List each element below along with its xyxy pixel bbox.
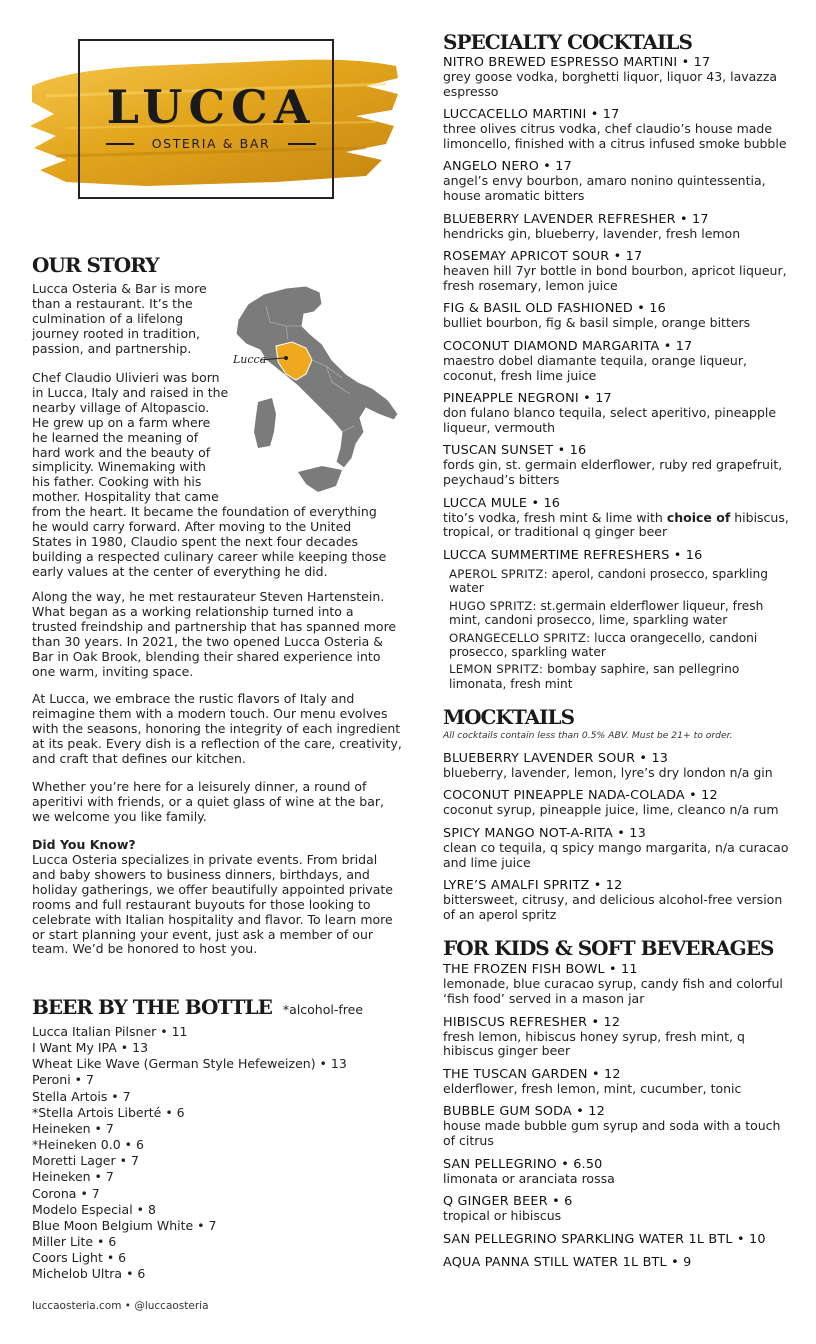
spritz-item — [449, 567, 793, 595]
beer-item: Michelob Ultra • 6 — [32, 1266, 146, 1282]
item-name: SAN PELLEGRINO SPARKLING WATER 1L BTL • 10 — [443, 1231, 766, 1247]
spritz-item — [449, 631, 793, 659]
menu-item — [443, 1104, 793, 1148]
summer-sub-list — [443, 567, 793, 691]
footer: luccaosteria.com • @luccaosteria — [32, 1300, 209, 1312]
story-p2-line: hard work and the beauty of — [32, 444, 211, 460]
item-description: grey goose vodka, borghetti liquor, liquor 43, lavazza espresso — [443, 69, 778, 99]
menu-item — [443, 1015, 793, 1059]
item-description: bittersweet, citrusy, and delicious alcohol-free version of an aperol spritz — [443, 892, 783, 922]
item-description: tropical or hibiscus — [443, 1208, 562, 1224]
mule-desc-bold: choice of — [666, 509, 731, 525]
kids-title: FOR KIDS & SOFT BEVERAGES — [443, 936, 774, 961]
item-name: LUCCACELLO MARTINI • 17 — [443, 107, 620, 123]
item-name: LYRE’S AMALFI SPRITZ • 12 — [443, 878, 623, 894]
item-description: angel’s envy bourbon, amaro nonino quintessentia, house aromatic bitters — [443, 173, 766, 203]
mule-desc-b: hibiscus, tropical, or traditional q ginger beer — [443, 509, 789, 540]
menu-item — [443, 1067, 793, 1097]
beer-item: Wheat Like Wave (German Style Hefeweizen) • 13 — [32, 1056, 347, 1072]
item-name: LUCCA MULE • 16 — [443, 495, 561, 511]
mule-desc-a: tito’s vodka, fresh mint & lime with — [443, 509, 667, 525]
item-name: ANGELO NERO • 17 — [443, 159, 572, 175]
cocktails-title: SPECIALTY COCKTAILS — [443, 30, 692, 54]
beer-header — [32, 995, 412, 1019]
spritz-description: bombay saphire, san pellegrino limonata, fresh mint — [449, 662, 740, 691]
story-p2-line: mother. Hospitality that came — [32, 489, 219, 505]
story-title: OUR STORY — [32, 253, 159, 277]
story-p2-line: nearby village of Altopascio. — [32, 399, 210, 415]
spritz-label: HUGO SPRITZ: — [449, 598, 537, 613]
spritz-label: LEMON SPRITZ: — [449, 662, 544, 677]
logo-subtitle-row — [106, 136, 316, 152]
mocktails-note: All cocktails contain less than 0.5% ABV. Must be 21+ to order. — [443, 729, 733, 741]
menu-item — [443, 878, 793, 922]
item-name: Q GINGER BEER • 6 — [443, 1194, 573, 1210]
lucca-dot — [284, 356, 288, 360]
logo-name: LUCCA — [106, 80, 316, 134]
item-name: TUSCAN SUNSET • 16 — [443, 443, 587, 459]
beer-list — [32, 1024, 402, 1283]
story-p2-line: early values at the center of everything he did. — [32, 563, 328, 579]
spritz-item — [449, 599, 793, 627]
item-description: hendricks gin, blueberry, lavender, fresh lemon — [443, 225, 741, 241]
menu-item — [443, 249, 793, 293]
menu-item — [443, 391, 793, 435]
item-description: heaven hill 7yr bottle in bond bourbon, apricot liqueur, fresh rosemary, lemon juice — [443, 263, 787, 293]
story-p2-line: He grew up on a farm where — [32, 414, 211, 430]
story-p2-line: he learned the meaning of — [32, 429, 199, 445]
item-name: COCONUT DIAMOND MARGARITA • 17 — [443, 338, 693, 354]
logo-rule-left — [106, 143, 134, 145]
item-description: elderflower, fresh lemon, mint, cucumber, tonic — [443, 1080, 742, 1096]
item-name: ROSEMAY APRICOT SOUR • 17 — [443, 249, 643, 265]
menu-item — [443, 788, 793, 818]
beer-item: Blue Moon Belgium White • 7 — [32, 1217, 217, 1233]
right-column — [443, 30, 793, 1278]
beer-item: I Want My IPA • 13 — [32, 1040, 149, 1056]
spritz-description: aperol, candoni prosecco, sparkling water — [449, 566, 769, 595]
kids-list — [443, 962, 793, 1269]
menu-item-summertime — [443, 548, 793, 691]
item-description: maestro dobel diamante tequila, orange liqueur, coconut, fresh lime juice — [443, 352, 747, 383]
story-paragraph-2 — [32, 371, 402, 580]
item-description: clean co tequila, q spicy mango margarita, n/a curacao and lime juice — [443, 840, 789, 870]
story-p2-line: building a respected culinary career while keeping those — [32, 548, 387, 564]
item-name: SPICY MANGO NOT-A-RITA • 13 — [443, 826, 646, 841]
story-paragraph-1: Lucca Osteria & Bar is more than a restaurant. It’s the culmination of a lifelong journey rooted in tradition, passion, and partnership. — [32, 281, 207, 356]
story-paragraph-5: Whether you’re here for a leisurely dinner, a round of aperitivi with friends, or a quiet glass of wine at the bar, we welcome you like family. — [32, 779, 385, 824]
menu-item — [443, 107, 793, 151]
item-description: house made bubble gum syrup and soda with a touch of citrus — [443, 1118, 781, 1148]
cocktail-list — [443, 55, 793, 488]
item-description: three olives citrus vodka, chef claudio’s house made limoncello, finished with a citrus infused smoke bubble — [443, 121, 787, 151]
mocktail-list — [443, 751, 793, 923]
item-description: lemonade, blue curacao syrup, candy fish and colorful ‘fish food’ served in a mason jar — [443, 976, 783, 1006]
menu-item — [443, 826, 793, 870]
beer-item: Coors Light • 6 — [32, 1250, 127, 1266]
beer-item: Heineken • 7 — [32, 1120, 114, 1136]
beer-item: Corona • 7 — [32, 1185, 100, 1201]
beer-item: Miller Lite • 6 — [32, 1234, 117, 1250]
item-name: COCONUT PINEAPPLE NADA-COLADA • 12 — [443, 788, 718, 804]
beer-item: Heineken • 7 — [32, 1169, 114, 1185]
spritz-description: lucca orangecello, candoni prosecco, sparkling water — [449, 630, 758, 659]
did-you-know-text: Lucca Osteria specializes in private events. From bridal and baby showers to business dinners, birthdays, and holiday gatherings, we offer beautifully appointed private rooms and full restaurant buyouts for those looking to celebrate with Italian hospitality and flavor. To learn more or start planning your event, just ask a member of our team. We’d be honored to host you. — [32, 852, 393, 957]
item-description: blueberry, lavender, lemon, lyre’s dry london n/a gin — [443, 764, 773, 780]
logo — [26, 36, 402, 206]
item-description: coconut syrup, pineapple juice, lime, cleanco n/a rum — [443, 802, 779, 818]
mocktails-title: MOCKTAILS — [443, 704, 575, 729]
item-description: fords gin, st. germain elderflower, ruby red grapefruit, peychaud’s bitters — [443, 457, 783, 487]
item-name: LUCCA SUMMERTIME REFRESHERS • 16 — [443, 547, 703, 563]
menu-item — [443, 1157, 793, 1187]
spritz-label: APEROL SPRITZ: — [449, 566, 548, 581]
item-name: SAN PELLEGRINO • 6.50 — [443, 1156, 603, 1172]
story-p2-line: his father. Cooking with his — [32, 474, 202, 490]
beer-note: *alcohol-free — [282, 1002, 364, 1017]
story-p2-line: from the heart. It became the foundation of everything — [32, 504, 377, 520]
menu-item-lucca-mule — [443, 496, 793, 540]
item-name: FIG & BASIL OLD FASHIONED • 16 — [443, 301, 666, 317]
story-p2-line: he would carry forward. After moving to the United — [32, 519, 352, 535]
beer-item: Peroni • 7 — [32, 1072, 94, 1088]
beer-item: Lucca Italian Pilsner • 11 — [32, 1024, 188, 1039]
spritz-description: st.germain elderflower liqueur, fresh mint, candoni prosecco, lime, sparkling water — [449, 598, 764, 627]
item-description: don fulano blanco tequila, select aperitivo, pineapple liqueur, vermouth — [443, 405, 777, 435]
menu-item — [443, 751, 793, 781]
story-p2-line: simplicity. Winemaking with — [32, 459, 206, 475]
item-name: HIBISCUS REFRESHER • 12 — [443, 1014, 621, 1030]
logo-subtitle: OSTERIA & BAR — [151, 136, 271, 151]
item-name: THE TUSCAN GARDEN • 12 — [443, 1066, 621, 1082]
menu-item — [443, 1255, 793, 1270]
story-p2-line: Chef Claudio Ulivieri was born — [32, 370, 220, 385]
menu-item — [443, 55, 793, 99]
item-name: BUBBLE GUM SODA • 12 — [443, 1104, 605, 1120]
beer-item: *Heineken 0.0 • 6 — [32, 1137, 144, 1153]
menu-item — [443, 1194, 793, 1224]
item-name: AQUA PANNA STILL WATER 1L BTL • 9 — [443, 1254, 692, 1270]
item-name: BLUEBERRY LAVENDER REFRESHER • 17 — [443, 211, 709, 227]
spritz-item — [449, 662, 793, 690]
item-name: PINEAPPLE NEGRONI • 17 — [443, 391, 612, 407]
spritz-label: ORANGECELLO SPRITZ: — [449, 630, 591, 645]
story-p2-line: in Lucca, Italy and raised in the — [32, 384, 229, 400]
menu-item — [443, 339, 793, 383]
menu-item — [443, 212, 793, 242]
item-description: fresh lemon, hibiscus honey syrup, fresh mint, q hibiscus ginger beer — [443, 1028, 745, 1059]
beer-item: Modelo Especial • 8 — [32, 1201, 156, 1217]
menu-item — [443, 159, 793, 203]
beer-title: BEER BY THE BOTTLE — [32, 995, 272, 1019]
item-description — [443, 511, 793, 540]
logo-rule-right — [288, 143, 316, 145]
menu-item — [443, 962, 793, 1006]
item-description: limonata or aranciata rossa — [443, 1170, 615, 1186]
item-name: THE FROZEN FISH BOWL • 11 — [443, 962, 638, 978]
menu-item — [443, 1232, 793, 1247]
beer-item: Moretti Lager • 7 — [32, 1153, 139, 1169]
item-name: BLUEBERRY LAVENDER SOUR • 13 — [443, 750, 669, 766]
item-description: bulliet bourbon, fig & basil simple, orange bitters — [443, 315, 751, 331]
beer-item: *Stella Artois Liberté • 6 — [32, 1104, 185, 1120]
menu-item — [443, 301, 793, 331]
did-you-know-title: Did You Know? — [32, 837, 136, 852]
beer-item: Stella Artois • 7 — [32, 1088, 131, 1104]
menu-item — [443, 443, 793, 487]
story-paragraph-4: At Lucca, we embrace the rustic flavors of Italy and reimagine them with a modern touch. Our menu evolves with the seasons, honoring the integrity of each ingredient at its peak. Every dish is a reflection of the care, creativity, and craft that defines our kitchen. — [32, 691, 402, 766]
story-paragraph-3: Along the way, he met restaurateur Steven Hartenstein. What began as a working relationship turned into a trusted freindship and partnership that has spanned more than 30 years. In 2021, the two opened Lucca Osteria & Bar in Oak Brook, blending their shared experience into one warm, inviting space. — [32, 589, 397, 679]
map-label-lucca: Lucca — [233, 353, 267, 366]
item-name: NITRO BREWED ESPRESSO MARTINI • 17 — [443, 55, 711, 70]
story-p2-line: States in 1980, Claudio spent the next four decades — [32, 533, 358, 549]
